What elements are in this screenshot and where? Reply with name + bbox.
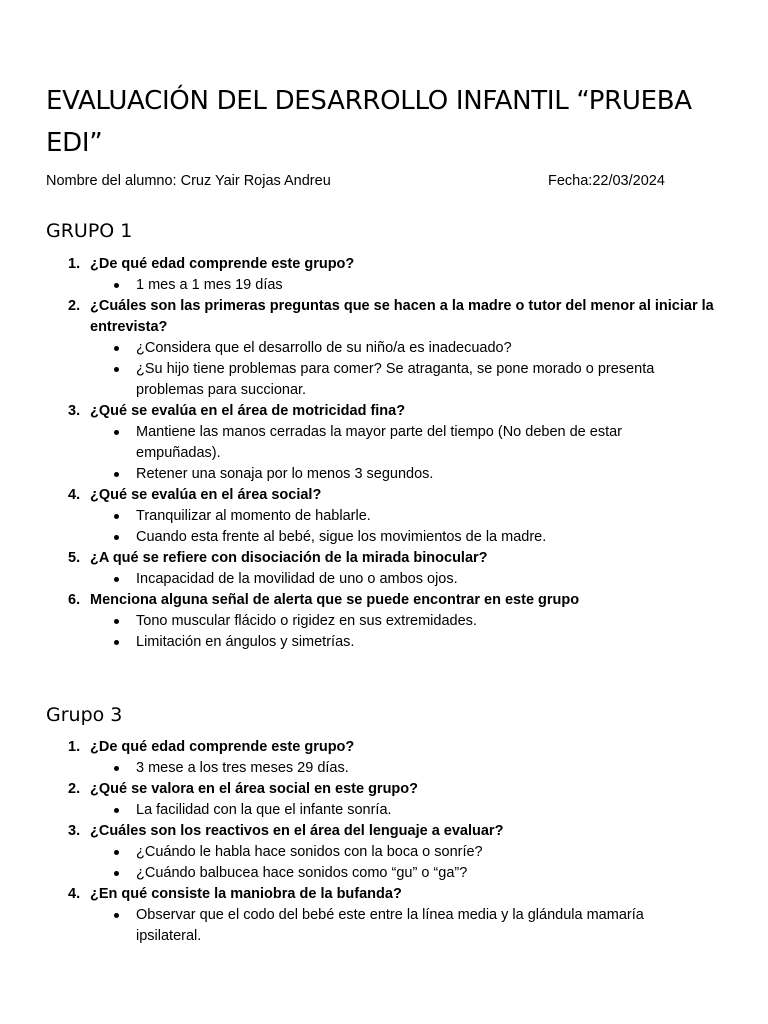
question-text: ¿A qué se refiere con disociación de la mirada binocular? (90, 550, 488, 566)
question-item (0, 485, 768, 548)
answer-text: Incapacidad de la movilidad de uno o ambos ojos. (136, 571, 458, 587)
question-text: ¿En qué consiste la maniobra de la bufanda? (90, 886, 402, 902)
answer-item (90, 863, 728, 884)
answer-item (90, 905, 728, 947)
answer-list (90, 758, 728, 779)
bullet-icon (114, 850, 119, 855)
bullet-icon (114, 766, 119, 771)
question-item (0, 884, 768, 947)
question-item (0, 821, 768, 884)
question-text: ¿Cuáles son las primeras preguntas que se hacen a la madre o tutor del menor al iniciar la entrevista? (90, 298, 714, 335)
bullet-icon (114, 472, 119, 477)
question-item (0, 590, 768, 653)
question-number: 5. (68, 550, 81, 566)
bullet-icon (114, 346, 119, 351)
answer-text: ¿Cuándo le habla hace sonidos con la boca o sonríe? (136, 844, 483, 860)
answer-text: Limitación en ángulos y simetrías. (136, 634, 355, 650)
bullet-icon (114, 514, 119, 519)
answer-item (90, 611, 728, 632)
question-number: 1. (68, 739, 81, 755)
bullet-icon (114, 808, 119, 813)
question-number: 2. (68, 781, 81, 797)
answer-list (90, 611, 728, 653)
document-title: EVALUACIÓN DEL DESARROLLO INFANTIL “PRUEBA EDI” (46, 86, 692, 158)
answer-list (90, 338, 728, 401)
answer-text: Tono muscular flácido o rigidez en sus extremidades. (136, 613, 477, 629)
answer-text: ¿Considera que el desarrollo de su niño/a es inadecuado? (136, 340, 512, 356)
document-date: Fecha:22/03/2024 (548, 173, 665, 189)
answer-item (90, 275, 728, 296)
answer-list (90, 275, 728, 296)
answer-item (90, 464, 728, 485)
question-number: 3. (68, 823, 81, 839)
answer-text: Cuando esta frente al bebé, sigue los movimientos de la madre. (136, 529, 547, 545)
question-item (0, 254, 768, 296)
answer-text: La facilidad con la que el infante sonría. (136, 802, 392, 818)
bullet-icon (114, 619, 119, 624)
answer-item (90, 338, 728, 359)
question-text: ¿Qué se evalúa en el área de motricidad fina? (90, 403, 406, 419)
question-number: 2. (68, 298, 81, 314)
answer-list (90, 842, 728, 884)
bullet-icon (114, 367, 119, 372)
answer-text: 3 mese a los tres meses 29 días. (136, 760, 349, 776)
answer-list (90, 506, 728, 548)
question-item (0, 548, 768, 590)
answer-item (90, 569, 728, 590)
group-heading: GRUPO 1 (46, 220, 133, 242)
bullet-icon (114, 871, 119, 876)
answer-item (90, 506, 728, 527)
answer-item (90, 632, 728, 653)
bullet-icon (114, 535, 119, 540)
answer-list (90, 800, 728, 821)
question-text: ¿Cuáles son los reactivos en el área del lenguaje a evaluar? (90, 823, 504, 839)
answer-list (90, 905, 728, 947)
question-item (0, 296, 768, 401)
question-text: ¿De qué edad comprende este grupo? (90, 739, 355, 755)
answer-item (90, 758, 728, 779)
bullet-icon (114, 640, 119, 645)
question-number: 6. (68, 592, 81, 608)
question-text: ¿Qué se evalúa en el área social? (90, 487, 322, 503)
answer-item (90, 422, 728, 464)
answer-item (90, 527, 728, 548)
question-number: 4. (68, 487, 81, 503)
question-number: 4. (68, 886, 81, 902)
answer-item (90, 359, 728, 401)
bullet-icon (114, 430, 119, 435)
answer-item (90, 800, 728, 821)
answer-text: ¿Su hijo tiene problemas para comer? Se atraganta, se pone morado o presenta problemas para succionar. (136, 361, 655, 398)
question-item (0, 779, 768, 821)
question-item (0, 401, 768, 485)
answer-text: ¿Cuándo balbucea hace sonidos como “gu” o “ga”? (136, 865, 468, 881)
question-text: ¿Qué se valora en el área social en este grupo? (90, 781, 418, 797)
answer-text: 1 mes a 1 mes 19 días (136, 277, 283, 293)
student-name: Nombre del alumno: Cruz Yair Rojas Andreu (46, 173, 331, 189)
answer-text: Tranquilizar al momento de hablarle. (136, 508, 371, 524)
bullet-icon (114, 283, 119, 288)
question-text: ¿De qué edad comprende este grupo? (90, 256, 355, 272)
question-item (0, 737, 768, 779)
answer-text: Mantiene las manos cerradas la mayor parte del tiempo (No deben de estar empuñadas). (136, 424, 623, 461)
question-list (0, 737, 768, 947)
question-number: 1. (68, 256, 81, 272)
question-list (0, 254, 768, 653)
answer-item (90, 842, 728, 863)
answer-text: Observar que el codo del bebé este entre la línea media y la glándula mamaría ipsilateral. (136, 907, 644, 944)
bullet-icon (114, 913, 119, 918)
bullet-icon (114, 577, 119, 582)
answer-list (90, 569, 728, 590)
question-number: 3. (68, 403, 81, 419)
question-text: Menciona alguna señal de alerta que se puede encontrar en este grupo (90, 592, 580, 608)
document-meta (46, 172, 726, 190)
group-heading: Grupo 3 (46, 704, 123, 726)
answer-list (90, 422, 728, 485)
answer-text: Retener una sonaja por lo menos 3 segundos. (136, 466, 434, 482)
